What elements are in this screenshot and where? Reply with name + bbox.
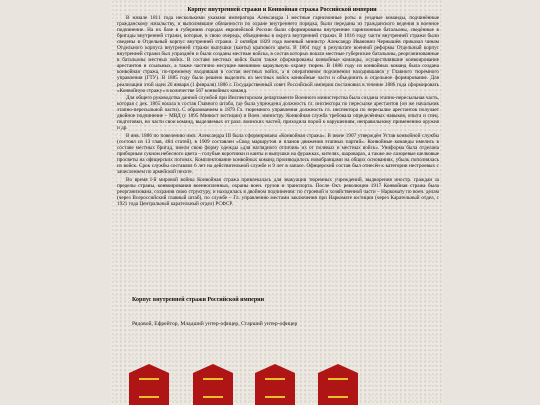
paragraph: Для общего руководства данной службой при Инспекторском департаменте Военного министерства была создана этапно-пересыльная часть, которая с дек. 1865 вошла в состав Главного штаба, где была учреждена должность гл. инспектора по пересылке арестантов (он же начальник этапно-пересыльной части). С образованием в 1879 Гл. тюремного управления должность гл. инспектора по пересылке арестантов получает двойное подчинение – МВД (с 1895 Минюст юстиции) и Воен. министру. Конвойная служба требовала определённых навыков, опыта и спец. подготовки, но части свои команд, выделяемых от разл. воинских частей, приходила порой к нарушениям, неправильному применению оружия и др.: [117, 95, 439, 132]
section-title: Корпус внутренней стражи Российской империи: [132, 297, 265, 303]
document-title: Корпус внутренней стражи и Конвойная стража Российской империи: [187, 7, 377, 13]
document-page: [111, 0, 443, 405]
paragraph: В янв. 1886 по повелению имп. Александра III была сформирована «Конвойная стража». В июне 1907 утверждён Устав конвойной службы (состоял из 13 глав, 484 статей), в 1909 составлен «Свод маршрутов и планов движения этапных партий». Конвойные команды имелись в составе местных бригад, имели свою форму одежды «для наглядного отличия» их от полевых и местных войск». Униформа была отделана приборным сукном небесного цвета – голубые воротники и канты и выпушки на фуражках, кителях, шароварах, а также же лазоревые шелковые просветы на офицерских погонах. Комплектование конвойных команд производилось новобранцами на общих основаниях, убыль пополнялась из войск. Срок службы составлял 6 лет на действительной службе и 9 лет в запасе. Офицерский состав был отнесён к категории нестроевых с зачислением по армейской пехоте.: [117, 132, 439, 176]
document-body: [117, 15, 439, 208]
paragraph: Во время I-й мировой войны Конвойная стража привлекалась для эвакуации тюремных учреждений, выдворения иностр. граждан за пределы страны, конвоирования военнопленных, охраны воен. грузов и транспорта. После Окт. революции 1917 Конвойная стража была реорганизована, сохранив свою структуру, и находилась в двойном подчинении: по строевой и хозяйственной части – Наркомату по воен. делам (через Всероссийский главный штаб), по службе – Гл. управлению местами заключения при Наркомате юстиции (через Карательный отдел, с 1921 года Центральный карательный отдел) РСФСР.: [117, 176, 439, 207]
ranks-caption: Рядовой, Ефрейтор, Младший унтер-офицер, Старший унтер-офицер: [132, 321, 298, 327]
paragraph: В начале 1811 года несколькими указами императора Александра I местные гарнизонные роты и уездные команды, подчинённые гражданскому начальству, и выполнявшие обязанности по охране внутреннего порядка, были переданы из гражданского ведения в военное подчинение. На их базе в губерниях городах европейской России были сформированы внутренние гарнизонные батальоны, сведённые в бригады внутренней стражи, которые, в свою очередь, объединены в округа внутренней стражи. В 1816 году части внутренней стражи были сведены в Отдельный корпус внутренней стражи. 2 октября 1829 года военный министр Александр Иванович Чернышёв приказал чинам Отдельного корпуса внутренней стражи выпушки (канты) крапового цвета. В 1864 году в результате военной реформы Отдельный корпус внутренней стражи был упразднён и были созданы местные войска, в состав которых вошли местные губернские батальоны, реорганизованные в батальоны местных войск. В составе местных войск были также сформированы конвойные команды, осуществлявшие конвоирование арестантов и ссыльных, а также частично несущие внешнюю караульную охрану тюрем. В 1886 году из конвойных команд была создана конвойная стража, по-прежнему входившая в состав местных войск, а в оперативном подчинении находившаяся у Главного тюремного управления (ГТУ). В 1885 году было решено выделить из местных войск конвойные части и объединить в отдельное формирование. Для реализации этой идеи 20 января (1 февраля) 1886 г. Государственный совет Российской империи постановил в течение 1886 года сформировать «Конвойную стражу» в количестве 567 конвойных команд.: [117, 15, 439, 94]
